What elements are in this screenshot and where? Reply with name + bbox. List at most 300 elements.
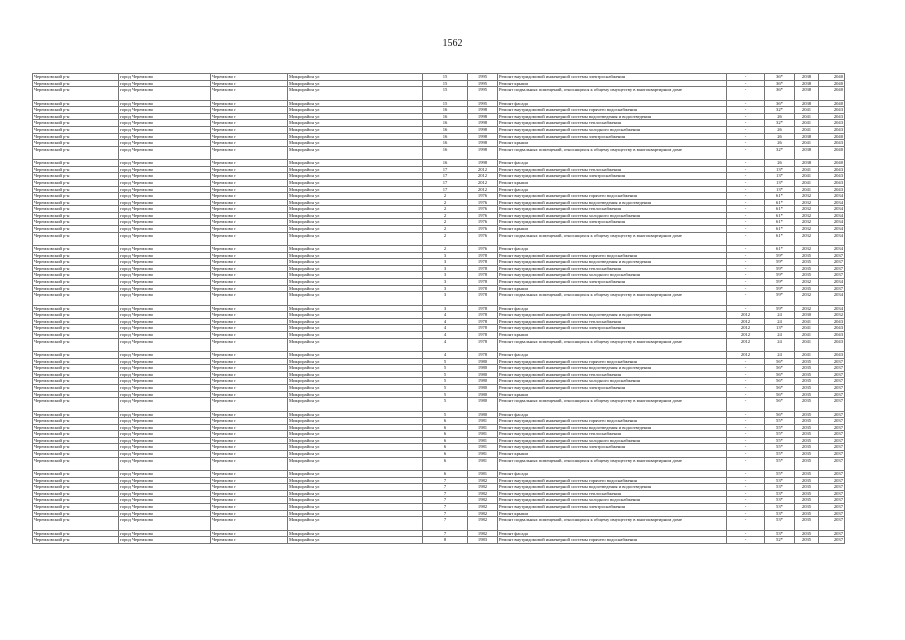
- cell-house-number: 2: [423, 246, 468, 253]
- cell-street: Микрорайон ул: [288, 219, 423, 226]
- cell-house-number: 7: [423, 530, 468, 537]
- cell-start-year: 2038: [795, 133, 819, 140]
- table-row: [33, 113, 845, 120]
- cell-house-number: 2: [423, 193, 468, 200]
- table-row: [33, 199, 845, 206]
- cell-build-year: 1981: [468, 471, 498, 478]
- cell-last-repair-year: -: [727, 537, 765, 544]
- cell-wear: 56*: [765, 411, 795, 418]
- cell-wear: 59*: [765, 252, 795, 259]
- cell-build-year: 1981: [468, 457, 498, 470]
- cell-house-number: 5: [423, 371, 468, 378]
- cell-wear: 53*: [765, 510, 795, 517]
- cell-street: Микрорайон ул: [288, 166, 423, 173]
- cell-district: Черемховский р-н: [33, 166, 119, 173]
- cell-last-repair-year: 2012: [727, 351, 765, 358]
- cell-house-number: 5: [423, 378, 468, 385]
- cell-end-year: 2040: [819, 133, 845, 140]
- cell-work-type: Ремонт внутридомовой инженерной системы электроснабжения: [498, 219, 727, 226]
- cell-district: Черемховский р-н: [33, 378, 119, 385]
- cell-work-type: Ремонт фасада: [498, 100, 727, 107]
- cell-settlement: город Черемхово: [119, 173, 211, 180]
- cell-wear: 53*: [765, 497, 795, 504]
- cell-street: Микрорайон ул: [288, 398, 423, 411]
- cell-start-year: 2035: [795, 431, 819, 438]
- cell-settlement: город Черемхово: [119, 232, 211, 245]
- cell-settlement: город Черемхово: [119, 80, 211, 87]
- cell-end-year: 2037: [819, 265, 845, 272]
- cell-settlement: город Черемхово: [119, 537, 211, 544]
- cell-last-repair-year: -: [727, 530, 765, 537]
- cell-start-year: 2041: [795, 113, 819, 120]
- cell-house-number: 7: [423, 517, 468, 530]
- cell-work-type: Ремонт подвальных помещений, относящихся к общему имуществу в многоквартирном доме: [498, 232, 727, 245]
- cell-district: Черемховский р-н: [33, 490, 119, 497]
- cell-settlement: город Черемхово: [119, 338, 211, 351]
- cell-wear: 56*: [765, 358, 795, 365]
- cell-build-year: 1978: [468, 292, 498, 305]
- cell-house-number: 16: [423, 160, 468, 167]
- cell-work-type: Ремонт внутридомовой инженерной системы горячего водоснабжения: [498, 418, 727, 425]
- cell-settlement: город Черемхово: [119, 279, 211, 286]
- cell-settlement: город Черемхово: [119, 325, 211, 332]
- cell-build-year: 1998: [468, 107, 498, 114]
- cell-work-type: Ремонт внутридомовой инженерной системы электроснабжения: [498, 384, 727, 391]
- cell-street: Микрорайон ул: [288, 232, 423, 245]
- cell-last-repair-year: -: [727, 265, 765, 272]
- cell-district: Черемховский р-н: [33, 504, 119, 511]
- cell-street: Микрорайон ул: [288, 186, 423, 193]
- cell-work-type: Ремонт внутридомовой инженерной системы теплоснабжения: [498, 265, 727, 272]
- cell-last-repair-year: -: [727, 378, 765, 385]
- cell-locality: Черемхово г: [211, 437, 288, 444]
- cell-house-number: 16: [423, 113, 468, 120]
- cell-start-year: 2041: [795, 186, 819, 193]
- cell-build-year: 1976: [468, 212, 498, 219]
- cell-wear: 26: [765, 126, 795, 133]
- cell-wear: 55*: [765, 437, 795, 444]
- cell-district: Черемховский р-н: [33, 100, 119, 107]
- cell-end-year: 2043: [819, 126, 845, 133]
- cell-settlement: город Черемхово: [119, 504, 211, 511]
- cell-build-year: 1981: [468, 431, 498, 438]
- cell-start-year: 2035: [795, 484, 819, 491]
- cell-locality: Черемхово г: [211, 312, 288, 319]
- cell-settlement: город Черемхово: [119, 252, 211, 259]
- cell-settlement: город Черемхово: [119, 219, 211, 226]
- cell-locality: Черемхово г: [211, 265, 288, 272]
- cell-build-year: 2012: [468, 166, 498, 173]
- cell-last-repair-year: -: [727, 107, 765, 114]
- cell-start-year: 2035: [795, 252, 819, 259]
- cell-street: Микрорайон ул: [288, 279, 423, 286]
- cell-settlement: город Черемхово: [119, 113, 211, 120]
- cell-last-repair-year: -: [727, 133, 765, 140]
- cell-settlement: город Черемхово: [119, 74, 211, 81]
- cell-locality: Черемхово г: [211, 219, 288, 226]
- table-row: [33, 226, 845, 233]
- cell-end-year: 2037: [819, 411, 845, 418]
- cell-house-number: 7: [423, 490, 468, 497]
- cell-district: Черемховский р-н: [33, 120, 119, 127]
- cell-last-repair-year: -: [727, 437, 765, 444]
- cell-start-year: 2035: [795, 517, 819, 530]
- cell-district: Черемховский р-н: [33, 497, 119, 504]
- cell-street: Микрорайон ул: [288, 517, 423, 530]
- cell-work-type: Ремонт внутридомовой инженерной системы горячего водоснабжения: [498, 252, 727, 259]
- cell-last-repair-year: -: [727, 226, 765, 233]
- cell-district: Черемховский р-н: [33, 279, 119, 286]
- cell-build-year: 1981: [468, 424, 498, 431]
- cell-build-year: 1995: [468, 100, 498, 107]
- cell-street: Микрорайон ул: [288, 318, 423, 325]
- table-row: [33, 358, 845, 365]
- cell-settlement: город Черемхово: [119, 120, 211, 127]
- cell-settlement: город Черемхово: [119, 126, 211, 133]
- cell-end-year: 2034: [819, 279, 845, 286]
- table-row: [33, 351, 845, 358]
- cell-street: Микрорайон ул: [288, 292, 423, 305]
- cell-work-type: Ремонт внутридомовой инженерной системы холодного водоснабжения: [498, 212, 727, 219]
- cell-locality: Черемхово г: [211, 173, 288, 180]
- cell-district: Черемховский р-н: [33, 398, 119, 411]
- cell-house-number: 17: [423, 173, 468, 180]
- cell-work-type: Ремонт внутридомовой инженерной системы электроснабжения: [498, 173, 727, 180]
- cell-locality: Черемхово г: [211, 126, 288, 133]
- cell-street: Микрорайон ул: [288, 113, 423, 120]
- cell-locality: Черемхово г: [211, 259, 288, 266]
- cell-locality: Черемхово г: [211, 74, 288, 81]
- cell-build-year: 1998: [468, 160, 498, 167]
- cell-start-year: 2032: [795, 246, 819, 253]
- cell-start-year: 2038: [795, 160, 819, 167]
- cell-house-number: 6: [423, 471, 468, 478]
- cell-last-repair-year: -: [727, 199, 765, 206]
- cell-end-year: 2034: [819, 193, 845, 200]
- cell-work-type: Ремонт внутридомовой инженерной системы водоотведения и водоотведения: [498, 259, 727, 266]
- cell-district: Черемховский р-н: [33, 226, 119, 233]
- repair-schedule-table: [32, 73, 845, 544]
- cell-street: Микрорайон ул: [288, 199, 423, 206]
- table-row: [33, 331, 845, 338]
- cell-wear: 24: [765, 312, 795, 319]
- cell-start-year: 2038: [795, 74, 819, 81]
- cell-start-year: 2041: [795, 120, 819, 127]
- cell-build-year: 1976: [468, 232, 498, 245]
- cell-start-year: 2035: [795, 398, 819, 411]
- cell-end-year: 2037: [819, 398, 845, 411]
- cell-start-year: 2032: [795, 292, 819, 305]
- cell-end-year: 2037: [819, 497, 845, 504]
- cell-district: Черемховский р-н: [33, 451, 119, 458]
- cell-district: Черемховский р-н: [33, 318, 119, 325]
- cell-last-repair-year: -: [727, 358, 765, 365]
- cell-house-number: 7: [423, 484, 468, 491]
- cell-end-year: 2037: [819, 437, 845, 444]
- cell-start-year: 2035: [795, 457, 819, 470]
- cell-end-year: 2037: [819, 358, 845, 365]
- cell-work-type: Ремонт крыши: [498, 510, 727, 517]
- table-row: [33, 285, 845, 292]
- cell-house-number: 5: [423, 391, 468, 398]
- cell-wear: 36*: [765, 87, 795, 100]
- cell-start-year: 2035: [795, 259, 819, 266]
- cell-settlement: город Черемхово: [119, 186, 211, 193]
- cell-wear: 53*: [765, 477, 795, 484]
- cell-start-year: 2032: [795, 279, 819, 286]
- cell-settlement: город Черемхово: [119, 444, 211, 451]
- cell-district: Черемховский р-н: [33, 232, 119, 245]
- cell-house-number: 6: [423, 431, 468, 438]
- cell-wear: 55*: [765, 418, 795, 425]
- cell-start-year: 2041: [795, 338, 819, 351]
- cell-last-repair-year: -: [727, 391, 765, 398]
- cell-end-year: 2043: [819, 325, 845, 332]
- cell-settlement: город Черемхово: [119, 318, 211, 325]
- cell-work-type: Ремонт внутридомовой инженерной системы горячего водоснабжения: [498, 537, 727, 544]
- cell-end-year: 2043: [819, 318, 845, 325]
- cell-end-year: 2037: [819, 451, 845, 458]
- cell-wear: 56*: [765, 371, 795, 378]
- cell-end-year: 2043: [819, 331, 845, 338]
- table-row: [33, 186, 845, 193]
- cell-settlement: город Черемхово: [119, 140, 211, 147]
- cell-locality: Черемхово г: [211, 371, 288, 378]
- cell-wear: 24: [765, 331, 795, 338]
- cell-wear: 59*: [765, 279, 795, 286]
- cell-end-year: 2043: [819, 179, 845, 186]
- cell-start-year: 2041: [795, 126, 819, 133]
- cell-locality: Черемхово г: [211, 418, 288, 425]
- cell-build-year: 1976: [468, 199, 498, 206]
- cell-street: Микрорайон ул: [288, 358, 423, 365]
- cell-build-year: 1995: [468, 87, 498, 100]
- cell-settlement: город Черемхово: [119, 179, 211, 186]
- cell-house-number: 2: [423, 212, 468, 219]
- table-row: [33, 384, 845, 391]
- cell-wear: 26: [765, 140, 795, 147]
- cell-street: Микрорайон ул: [288, 371, 423, 378]
- cell-last-repair-year: -: [727, 166, 765, 173]
- cell-house-number: 2: [423, 206, 468, 213]
- cell-district: Черемховский р-н: [33, 411, 119, 418]
- cell-locality: Черемхово г: [211, 146, 288, 159]
- cell-settlement: город Черемхово: [119, 100, 211, 107]
- cell-locality: Черемхово г: [211, 490, 288, 497]
- cell-start-year: 2035: [795, 477, 819, 484]
- table-row: [33, 424, 845, 431]
- cell-settlement: город Черемхово: [119, 424, 211, 431]
- cell-end-year: 2034: [819, 292, 845, 305]
- cell-work-type: Ремонт внутридомовой инженерной системы водоотведения и водоотведения: [498, 312, 727, 319]
- cell-end-year: 2037: [819, 259, 845, 266]
- cell-work-type: Ремонт фасада: [498, 160, 727, 167]
- table-row: [33, 437, 845, 444]
- cell-start-year: 2035: [795, 358, 819, 365]
- cell-end-year: 2037: [819, 537, 845, 544]
- cell-district: Черемховский р-н: [33, 312, 119, 319]
- cell-house-number: 17: [423, 179, 468, 186]
- cell-build-year: 1976: [468, 219, 498, 226]
- cell-start-year: 2035: [795, 451, 819, 458]
- cell-district: Черемховский р-н: [33, 140, 119, 147]
- cell-street: Микрорайон ул: [288, 259, 423, 266]
- cell-build-year: 1978: [468, 259, 498, 266]
- table-row: [33, 497, 845, 504]
- cell-end-year: 2037: [819, 431, 845, 438]
- cell-house-number: 7: [423, 477, 468, 484]
- cell-build-year: 1982: [468, 517, 498, 530]
- cell-street: Микрорайон ул: [288, 133, 423, 140]
- cell-locality: Черемхово г: [211, 477, 288, 484]
- cell-end-year: 2037: [819, 477, 845, 484]
- cell-wear: 53*: [765, 530, 795, 537]
- cell-wear: 55*: [765, 424, 795, 431]
- table-row: [33, 74, 845, 81]
- cell-wear: 36*: [765, 100, 795, 107]
- cell-start-year: 2035: [795, 411, 819, 418]
- cell-end-year: 2037: [819, 285, 845, 292]
- cell-build-year: 1976: [468, 193, 498, 200]
- cell-end-year: 2040: [819, 87, 845, 100]
- cell-district: Черемховский р-н: [33, 206, 119, 213]
- cell-locality: Черемхово г: [211, 206, 288, 213]
- cell-last-repair-year: -: [727, 146, 765, 159]
- cell-build-year: 1995: [468, 80, 498, 87]
- cell-street: Микрорайон ул: [288, 530, 423, 537]
- cell-house-number: 2: [423, 226, 468, 233]
- table-row: [33, 318, 845, 325]
- cell-wear: 32*: [765, 107, 795, 114]
- cell-start-year: 2035: [795, 265, 819, 272]
- cell-district: Черемховский р-н: [33, 179, 119, 186]
- cell-work-type: Ремонт крыши: [498, 285, 727, 292]
- cell-start-year: 2041: [795, 351, 819, 358]
- cell-settlement: город Черемхово: [119, 358, 211, 365]
- cell-build-year: 1978: [468, 325, 498, 332]
- cell-locality: Черемхово г: [211, 517, 288, 530]
- cell-street: Микрорайон ул: [288, 338, 423, 351]
- cell-wear: 61*: [765, 212, 795, 219]
- cell-locality: Черемхово г: [211, 179, 288, 186]
- cell-wear: 59*: [765, 272, 795, 279]
- cell-build-year: 1976: [468, 206, 498, 213]
- cell-street: Микрорайон ул: [288, 378, 423, 385]
- cell-end-year: 2037: [819, 484, 845, 491]
- cell-start-year: 2035: [795, 537, 819, 544]
- cell-district: Черемховский р-н: [33, 325, 119, 332]
- cell-start-year: 2038: [795, 146, 819, 159]
- cell-start-year: 2038: [795, 100, 819, 107]
- cell-last-repair-year: -: [727, 232, 765, 245]
- cell-last-repair-year: -: [727, 504, 765, 511]
- cell-house-number: 16: [423, 107, 468, 114]
- cell-district: Черемховский р-н: [33, 384, 119, 391]
- table-row: [33, 477, 845, 484]
- cell-house-number: 6: [423, 418, 468, 425]
- cell-start-year: 2035: [795, 378, 819, 385]
- cell-last-repair-year: 2012: [727, 331, 765, 338]
- cell-wear: 52*: [765, 537, 795, 544]
- cell-last-repair-year: -: [727, 160, 765, 167]
- cell-house-number: 6: [423, 437, 468, 444]
- cell-street: Микрорайон ул: [288, 351, 423, 358]
- cell-house-number: 16: [423, 133, 468, 140]
- cell-work-type: Ремонт внутридомовой инженерной системы водоотведения и водоотведения: [498, 365, 727, 372]
- cell-house-number: 5: [423, 398, 468, 411]
- cell-district: Черемховский р-н: [33, 126, 119, 133]
- cell-house-number: 4: [423, 312, 468, 319]
- cell-start-year: 2035: [795, 471, 819, 478]
- table-row: [33, 292, 845, 305]
- cell-build-year: 1982: [468, 504, 498, 511]
- cell-street: Микрорайон ул: [288, 411, 423, 418]
- cell-work-type: Ремонт крыши: [498, 140, 727, 147]
- cell-locality: Черемхово г: [211, 232, 288, 245]
- cell-start-year: 2035: [795, 285, 819, 292]
- cell-build-year: 1980: [468, 411, 498, 418]
- cell-end-year: 2040: [819, 146, 845, 159]
- cell-work-type: Ремонт фасада: [498, 305, 727, 312]
- cell-end-year: 2034: [819, 226, 845, 233]
- cell-wear: 26: [765, 133, 795, 140]
- cell-settlement: город Черемхово: [119, 160, 211, 167]
- cell-end-year: 2037: [819, 490, 845, 497]
- cell-settlement: город Черемхово: [119, 272, 211, 279]
- cell-wear: 59*: [765, 292, 795, 305]
- cell-last-repair-year: -: [727, 411, 765, 418]
- cell-house-number: 7: [423, 504, 468, 511]
- cell-house-number: 16: [423, 140, 468, 147]
- table-row: [33, 398, 845, 411]
- cell-end-year: 2034: [819, 305, 845, 312]
- cell-end-year: 2037: [819, 371, 845, 378]
- cell-start-year: 2035: [795, 497, 819, 504]
- cell-street: Микрорайон ул: [288, 140, 423, 147]
- cell-district: Черемховский р-н: [33, 418, 119, 425]
- cell-wear: 56*: [765, 391, 795, 398]
- cell-locality: Черемхово г: [211, 384, 288, 391]
- cell-end-year: 2043: [819, 351, 845, 358]
- cell-locality: Черемхово г: [211, 160, 288, 167]
- cell-house-number: 8: [423, 537, 468, 544]
- cell-settlement: город Черемхово: [119, 530, 211, 537]
- cell-last-repair-year: -: [727, 497, 765, 504]
- cell-last-repair-year: -: [727, 477, 765, 484]
- cell-house-number: 16: [423, 126, 468, 133]
- cell-house-number: 16: [423, 120, 468, 127]
- cell-street: Микрорайон ул: [288, 80, 423, 87]
- cell-build-year: 1978: [468, 318, 498, 325]
- cell-settlement: город Черемхово: [119, 418, 211, 425]
- table-row: [33, 305, 845, 312]
- cell-last-repair-year: -: [727, 259, 765, 266]
- cell-wear: 56*: [765, 365, 795, 372]
- cell-settlement: город Черемхово: [119, 292, 211, 305]
- cell-start-year: 2041: [795, 325, 819, 332]
- cell-settlement: город Черемхово: [119, 510, 211, 517]
- cell-district: Черемховский р-н: [33, 484, 119, 491]
- cell-settlement: город Черемхово: [119, 146, 211, 159]
- cell-locality: Черемхово г: [211, 411, 288, 418]
- cell-district: Черемховский р-н: [33, 272, 119, 279]
- cell-end-year: 2043: [819, 186, 845, 193]
- cell-build-year: 1998: [468, 126, 498, 133]
- cell-build-year: 1995: [468, 74, 498, 81]
- cell-end-year: 2034: [819, 212, 845, 219]
- cell-district: Черемховский р-н: [33, 246, 119, 253]
- cell-district: Черемховский р-н: [33, 431, 119, 438]
